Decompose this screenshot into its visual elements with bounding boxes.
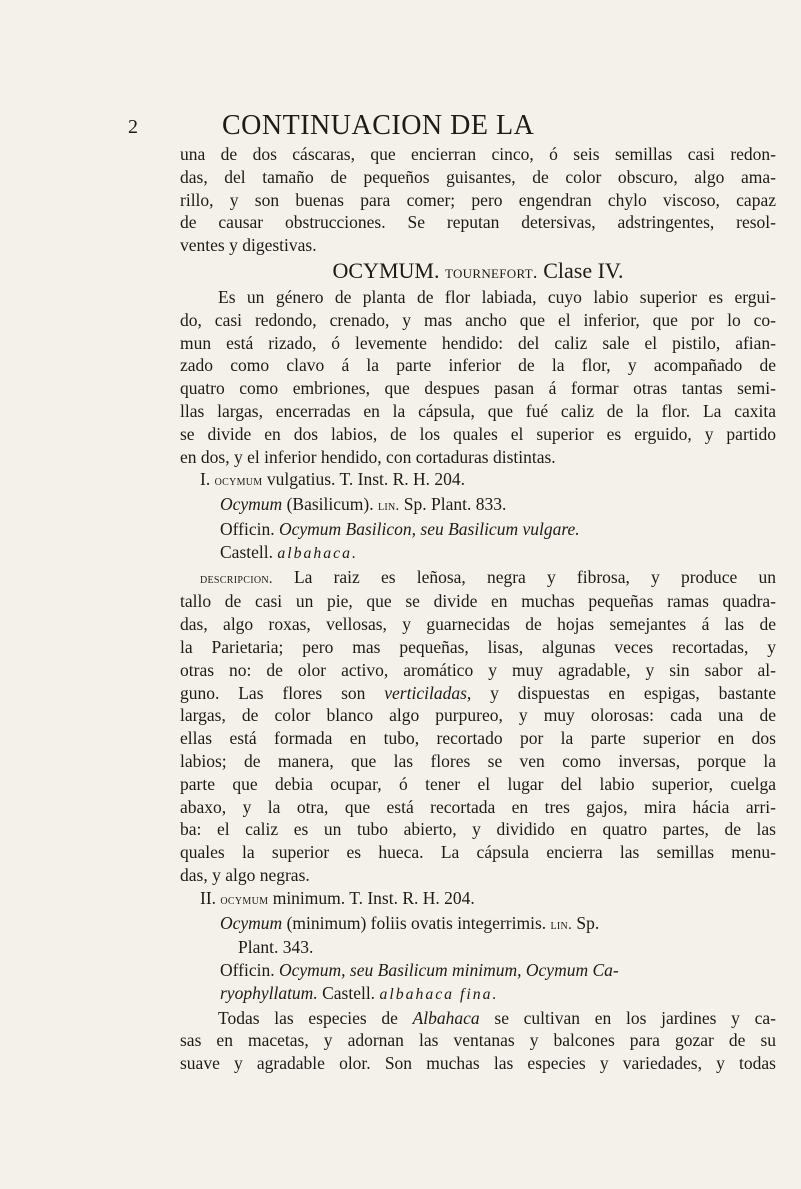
text-line: largas, de color blanco algo purpureo, y muy olorosas: cada una de [180,705,776,726]
synonym-line: Officin. Ocymum Basilicon, seu Basilicum vulgare. [220,518,580,539]
text-line: labios; de manera, que las flores se ven como inversas, porque la [180,750,776,771]
species-entry: I. ocymum vulgatius. T. Inst. R. H. 204. [200,469,466,490]
class-label: Clase IV. [543,257,624,283]
running-head: CONTINUACION DE LA [222,110,535,141]
section-heading [180,257,776,286]
text-line: das, del tamaño de pequeños guisantes, de color obscuro, algo ama- [180,166,776,187]
text-line: rillo, y son buenas para comer; pero engendran chylo viscoso, capaz [180,189,776,210]
text-line: quales la superior es hueca. La cápsula encierra las semillas menu- [180,842,776,863]
text-line: mun está rizado, ó levemente hendido: del caliz sale el pistilo, afian- [180,332,776,353]
text-line: en dos, y el inferior hendido, con cortaduras distintas. [180,446,556,467]
text-line: ventes y digestivas. [180,235,317,256]
text-line: zado como clavo á la parte inferior de la flor, y acompañado de [180,355,776,376]
text-line: se divide en dos labios, de los quales el superior es erguido, y partido [180,423,776,444]
text-line: do, casi redondo, crenado, y mas ancho que el inferior, que por lo co- [180,309,776,330]
text-line: de causar obstrucciones. Se reputan detersivas, adstringentes, resol- [180,212,776,233]
page-body [180,143,776,1075]
species-numeral: I. [200,469,211,490]
species-entry: II. ocymum minimum. T. Inst. R. H. 204. [200,887,475,908]
synonym-line: Ocymum (minimum) foliis ovatis integerrimis. lin. Sp. [220,912,600,933]
text-line: guno. Las flores son verticiladas, y dispuestas en espigas, bastante [180,682,777,703]
authority: tournefort. [444,261,538,282]
synonym-line: Ocymum (Basilicum). lin. Sp. Plant. 833. [220,494,507,515]
text-line: abaxo, y la otra, que está recortada en tres gajos, mira hácia arri- [180,796,776,817]
text-line: das, algo roxas, vellosas, y guarnecidas de hojas semejantes á las de [180,614,776,635]
description-label: descripcion. [200,570,273,587]
text-line: ba: el caliz es un tubo abierto, y dividido en quatro partes, de las [180,819,776,840]
text-line: tallo de casi un pie, que se divide en muchas pequeñas ramas quadra- [180,591,776,612]
synonym-line: ryophyllatum. Castell. albahaca fina. [220,982,499,1003]
text-line: quatro como embriones, que despues pasan á formar otras tantas semi- [180,378,776,399]
text-line: suave y agradable olor. Son muchas las especies y variedades, y todas [180,1053,776,1074]
text-line: otras no: de olor activo, aromático y muy agradable, y sin sabor al- [180,659,776,680]
description-line: descripcion. La raiz es leñosa, negra y fibrosa, y produce un [200,566,776,587]
species-numeral: II. [200,887,217,908]
page-number: 2 [128,116,138,138]
text-line: llas largas, encerradas en la cápsula, que fué caliz de la flor. La caxita [180,400,776,421]
text-line: Todas las especies de Albahaca se cultivan en los jardines y ca- [218,1007,776,1028]
text-line: Es un género de planta de flor labiada, cuyo labio superior es ergui- [218,286,776,307]
synonym-line: Plant. 343. [238,937,314,958]
text-line: parte que debia ocupar, ó tener el lugar del labio superior, cuelga [180,773,776,794]
text-line: ellas está formada en tubo, recortado por la parte superior en dos [180,728,776,749]
text-line: la Parietaria; pero mas pequeñas, lisas, algunas veces recortadas, y [180,636,776,657]
text-line: una de dos cáscaras, que encierran cinco, ó seis semillas casi redon- [180,144,776,164]
genus-name: OCYMUM. [332,257,440,283]
text-line: das, y algo negras. [180,864,310,885]
text-line: sas en macetas, y adornan las ventanas y balcones para gozar de su [180,1030,776,1051]
synonym-line: Castell. albahaca. [220,541,358,562]
synonym-line: Officin. Ocymum, seu Basilicum minimum, Ocymum Ca- [220,960,619,981]
